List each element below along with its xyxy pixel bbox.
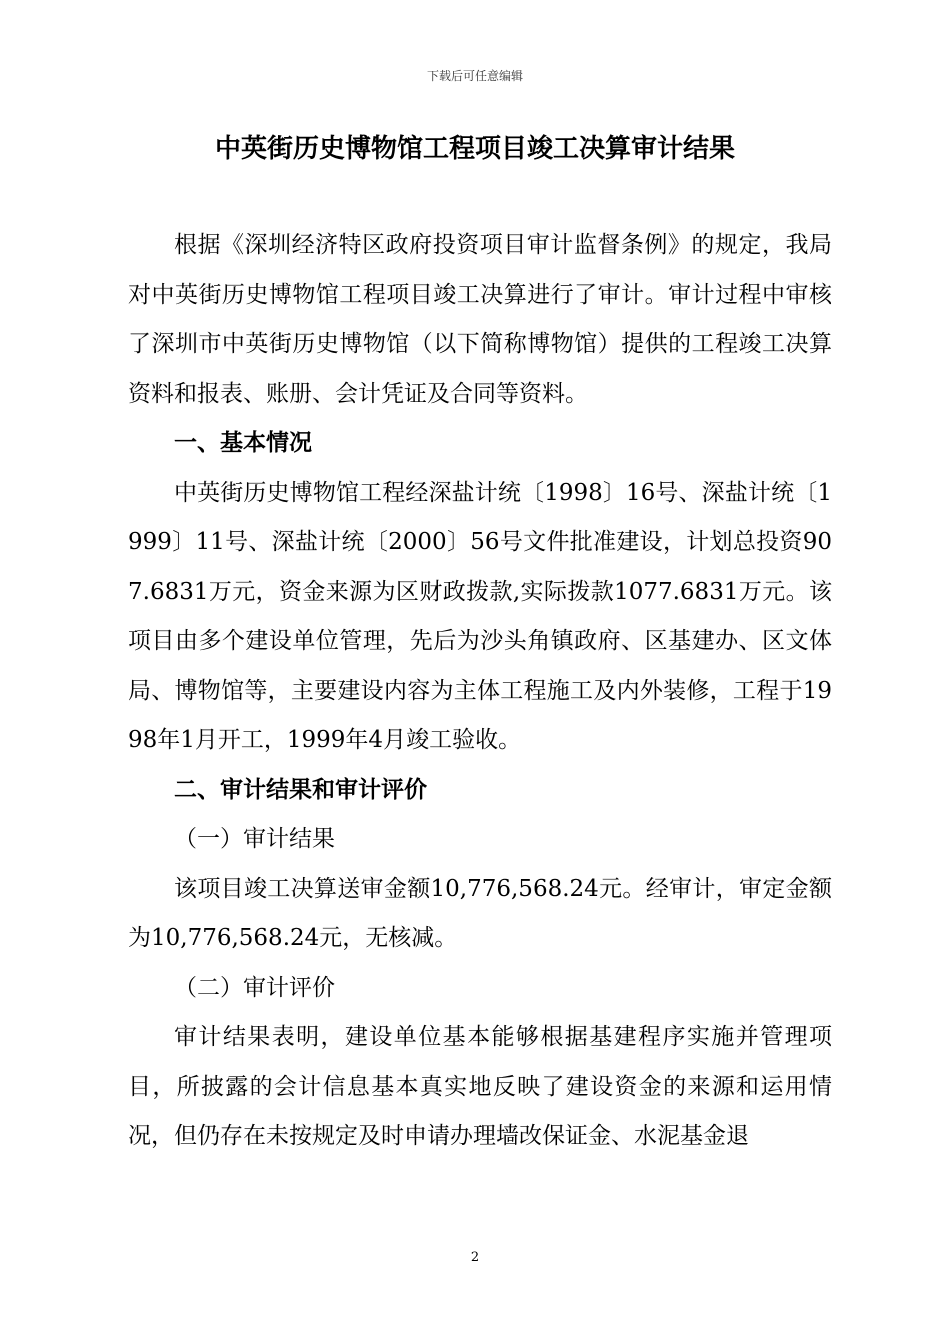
section-1-heading: 一、基本情况: [174, 430, 312, 456]
subsection-1-heading: （一）审计结果: [174, 826, 335, 852]
subsection-2-paragraph: 审计结果表明，建设单位基本能够根据基建程序实施并管理项目，所披露的会计信息基本真实地反映了建设资金的来源和运用情况，但仍存在未按规定及时申请办理墙改保证金、水泥基金退: [128, 1024, 832, 1149]
header-note: 下载后可任意编辑: [426, 69, 523, 83]
intro-paragraph: 根据《深圳经济特区政府投资项目审计监督条例》的规定，我局对中英街历史博物馆工程项目竣工决算进行了审计。审计过程中审核了深圳市中英街历史博物馆（以下简称博物馆）提供的工程竣工决算资料和报表、账册、会计凭证及合同等资料。: [128, 232, 832, 407]
section-1-paragraph: 中英街历史博物馆工程经深盐计统〔1998〕16号、深盐计统〔1999〕11号、深盐计统〔2000〕56号文件批准建设，计划总投资907.6831万元，资金来源为区财政拨款,实际拨款1077.6831万元。该项目由多个建设单位管理，先后为沙头角镇政府、区基建办、区文体局、博物馆等，主要建设内容为主体工程施工及内外装修，工程于1998年1月开工，1999年4月竣工验收。: [128, 479, 832, 753]
section-2-heading: 二、审计结果和审计评价: [174, 776, 427, 803]
document-title: 中英街历史博物馆工程项目竣工决算审计结果: [214, 134, 735, 164]
subsection-2-heading: （二）审计评价: [174, 974, 335, 1001]
page-number: 2: [470, 1250, 480, 1265]
subsection-1-paragraph: 该项目竣工决算送审金额10,776,568.24元。经审计，审定金额为10,776,568.24元，无核减。: [128, 875, 832, 951]
document-body: [128, 221, 832, 1162]
